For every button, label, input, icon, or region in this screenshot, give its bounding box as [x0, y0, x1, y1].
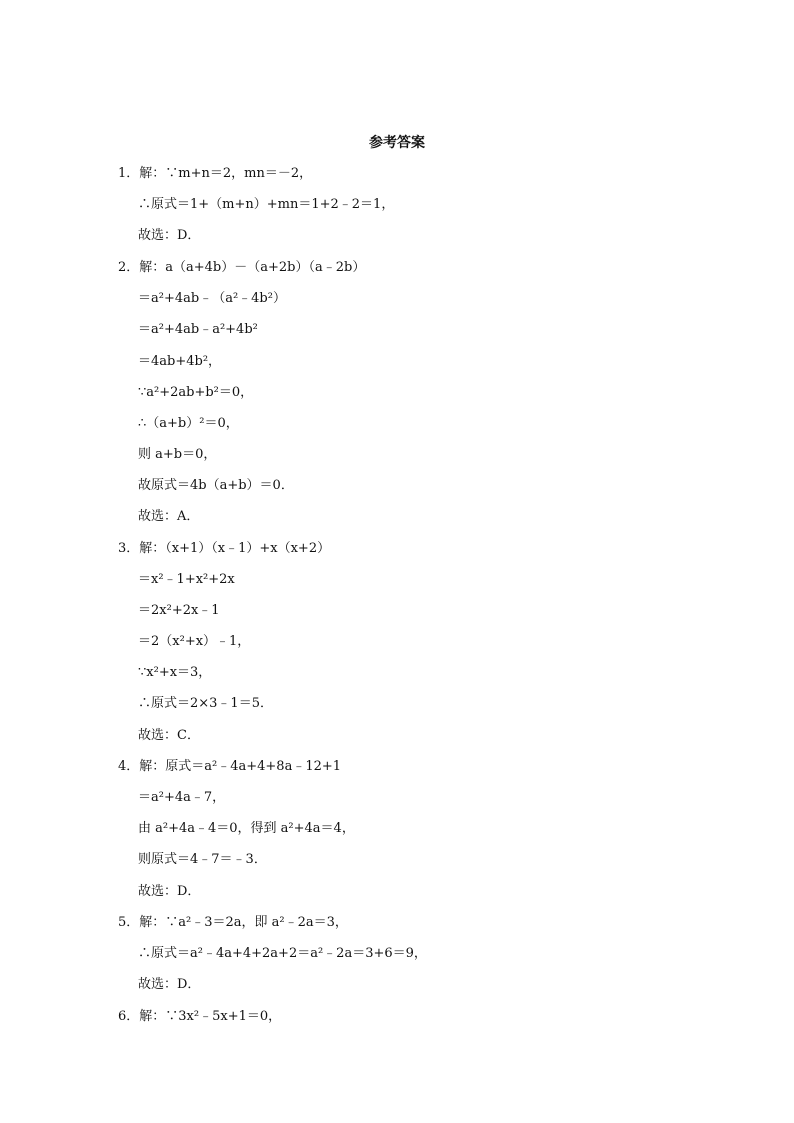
q1-header: 1．解：∵m+n＝2，mn＝－2， [118, 166, 313, 181]
answer-choice: 故选：A． [138, 509, 200, 524]
q2-header: 2．解：a（a+4b）－（a+2b）（a﹣2b） [118, 260, 366, 275]
answer-choice: 故选：D． [138, 884, 201, 899]
solution-line: ∴（a+b）²＝0， [138, 416, 239, 431]
solution-line: 则原式＝4﹣7＝﹣3． [138, 852, 267, 867]
solution-line: ＝x²﹣1+x²+2x [138, 572, 235, 587]
page-title: 参考答案 [369, 135, 425, 151]
solution-line: ＝2（x²+x）﹣1， [138, 634, 251, 649]
solution-line: ＝2x²+2x﹣1 [138, 603, 220, 618]
solution-line: ＝a²+4ab﹣a²+4b² [138, 322, 258, 337]
solution-line: ∴原式＝1+（m+n）+mn＝1+2﹣2＝1， [138, 197, 395, 212]
solution-line: ∵x²+x＝3， [138, 665, 212, 680]
q3-header: 3．解：（x+1）（x﹣1）+x（x+2） [118, 541, 331, 556]
answer-choice: 故选：C． [138, 728, 200, 743]
solution-line: 则 a+b＝0， [138, 447, 217, 462]
q5-header: 5．解：∵a²﹣3＝2a，即 a²﹣2a＝3， [118, 915, 348, 930]
solution-line: ＝a²+4ab﹣（a²﹣4b²） [138, 291, 286, 306]
answer-choice: 故选：D． [138, 977, 201, 992]
solution-line: ∴原式＝a²﹣4a+4+2a+2＝a²﹣2a＝3+6＝9， [138, 946, 427, 961]
solution-line: ∴原式＝2×3﹣1＝5． [138, 696, 273, 711]
solution-line: ＝4ab+4b²， [138, 354, 222, 369]
solution-line: 由 a²+4a﹣4＝0，得到 a²+4a＝4， [138, 821, 355, 836]
q6-header: 6．解：∵3x²﹣5x+1＝0， [118, 1009, 282, 1024]
solution-line: ∵a²+2ab+b²＝0， [138, 385, 254, 400]
q4-header: 4．解：原式＝a²﹣4a+4+8a﹣12+1 [118, 759, 342, 774]
answer-choice: 故选：D． [138, 228, 201, 243]
solution-line: ＝a²+4a﹣7， [138, 790, 226, 805]
solution-line: 故原式＝4b（a+b）＝0． [138, 478, 294, 493]
